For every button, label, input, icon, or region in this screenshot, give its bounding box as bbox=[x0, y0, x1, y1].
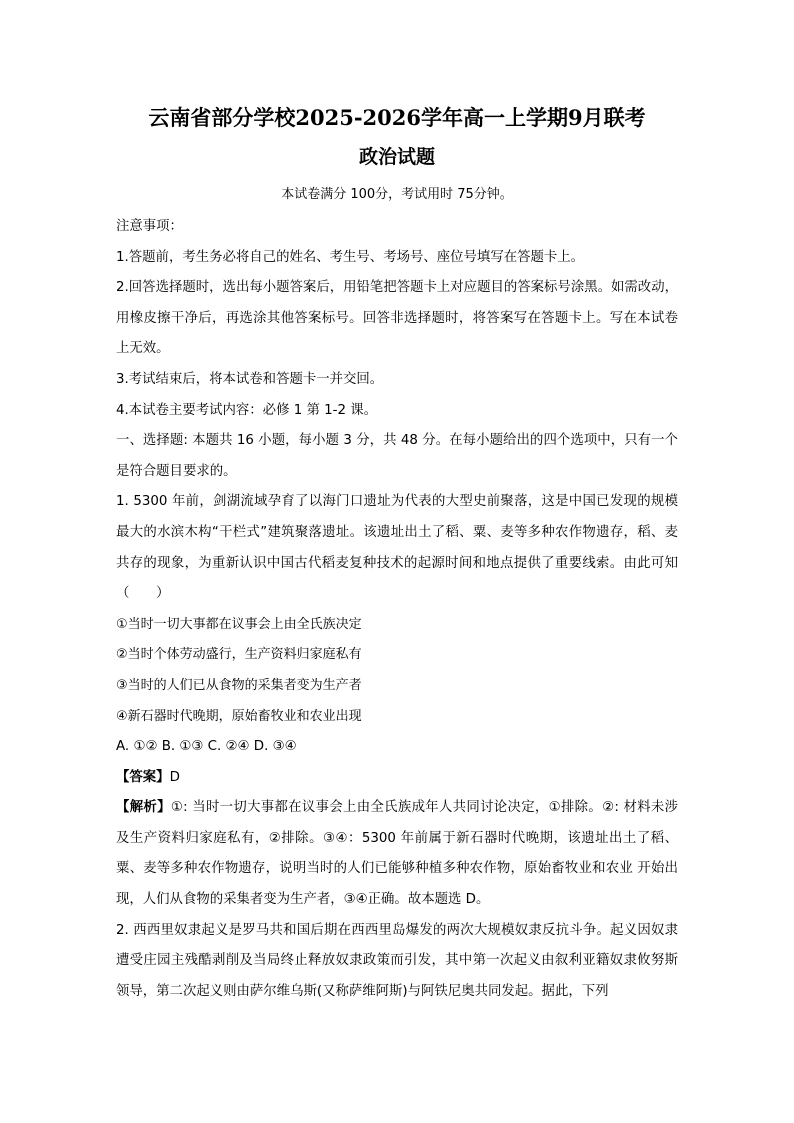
document-body bbox=[116, 212, 678, 1007]
question-1-option: ③当时的人们已从食物的采集者变为生产者 bbox=[116, 677, 362, 693]
answer-value: D bbox=[169, 769, 180, 785]
notes-heading: 注意事项： bbox=[116, 219, 183, 234]
answer-label: 【答案】 bbox=[116, 769, 170, 785]
exam-info: 本试卷满分 100分，考试用时 75分钟。 bbox=[281, 187, 513, 202]
analysis-label: 【解析】 bbox=[116, 800, 171, 816]
question-1-option: ①当时一切大事都在议事会上由全氏族决定 bbox=[116, 616, 362, 632]
analysis-text: ①: 当时一切大事都在议事会上由全氏族成年人共同讨论决定，①排除。②: 材料未涉及生产资料归家庭私有，②排除。③④：5300 年前属于新石器时代晚期，该遗址出土了稻、粟、麦等多种农作物遗存，说明当时的人们已能够种植多种农作物，原始畜牧业和农业 开始出现，人们从食物的采集者变为生产者，③④正确。故本题选 D。 bbox=[116, 800, 678, 908]
page-subtitle: 政治试题 bbox=[358, 146, 435, 168]
question-1-option: ②当时个体劳动盛行，生产资料归家庭私有 bbox=[116, 647, 362, 663]
answer-line bbox=[116, 763, 678, 794]
note-item: 1.答题前，考生务必将自己的姓名、考生号、考场号、座位号填写在答题卡上。 bbox=[116, 249, 585, 265]
question-2-stem: 2. 西西里奴隶起义是罗马共和国后期在西西里岛爆发的两次大规模奴隶反抗斗争。起义因奴隶遭受庄园主残酷剥削及当局终止释放奴隶政策而引发，其中第一次起义由叙利亚籍奴隶攸努斯领导，第二次起义则由萨尔维乌斯(又称萨维阿斯)与阿铁尼奥共同发起。据此，下列 bbox=[116, 922, 678, 999]
page-title: 云南省部分学校2025-2026学年高一上学期9月联考 bbox=[148, 105, 646, 130]
section-heading: 一、选择题: 本题共 16 小题，每小题 3 分，共 48 分。在每小题给出的四个选项中，只有一个是符合题目要求的。 bbox=[116, 433, 678, 479]
question-1-option: ④新石器时代晚期，原始畜牧业和农业出现 bbox=[116, 708, 362, 724]
question-1-choices: A. ①② B. ①③ C. ②④ D. ③④ bbox=[116, 739, 297, 755]
note-item: 4.本试卷主要考试内容：必修 1 第 1-2 课。 bbox=[116, 402, 378, 418]
question-1-stem: 1. 5300 年前，剑湖流域孕育了以海门口遗址为代表的大型史前聚落，这是中国已发现的规模最大的水滨木构“干栏式”建筑聚落遗址。该遗址出土了稻、粟、麦等多种农作物遗存，稻、麦共存的现象，为重新认识中国古代稻麦复种技术的起源时间和地点提供了重要线索。由此可知（ ） bbox=[116, 494, 678, 602]
note-item: 3.考试结束后，将本试卷和答题卡一并交回。 bbox=[116, 371, 384, 387]
analysis-paragraph bbox=[116, 793, 678, 915]
note-item: 2.回答选择题时，选出每小题答案后，用铅笔把答题卡上对应题目的答案标号涂黑。如需改动，用橡皮擦干净后，再选涂其他答案标号。回答非选择题时，将答案写在答题卡上。写在本试卷上无效。 bbox=[116, 280, 678, 357]
